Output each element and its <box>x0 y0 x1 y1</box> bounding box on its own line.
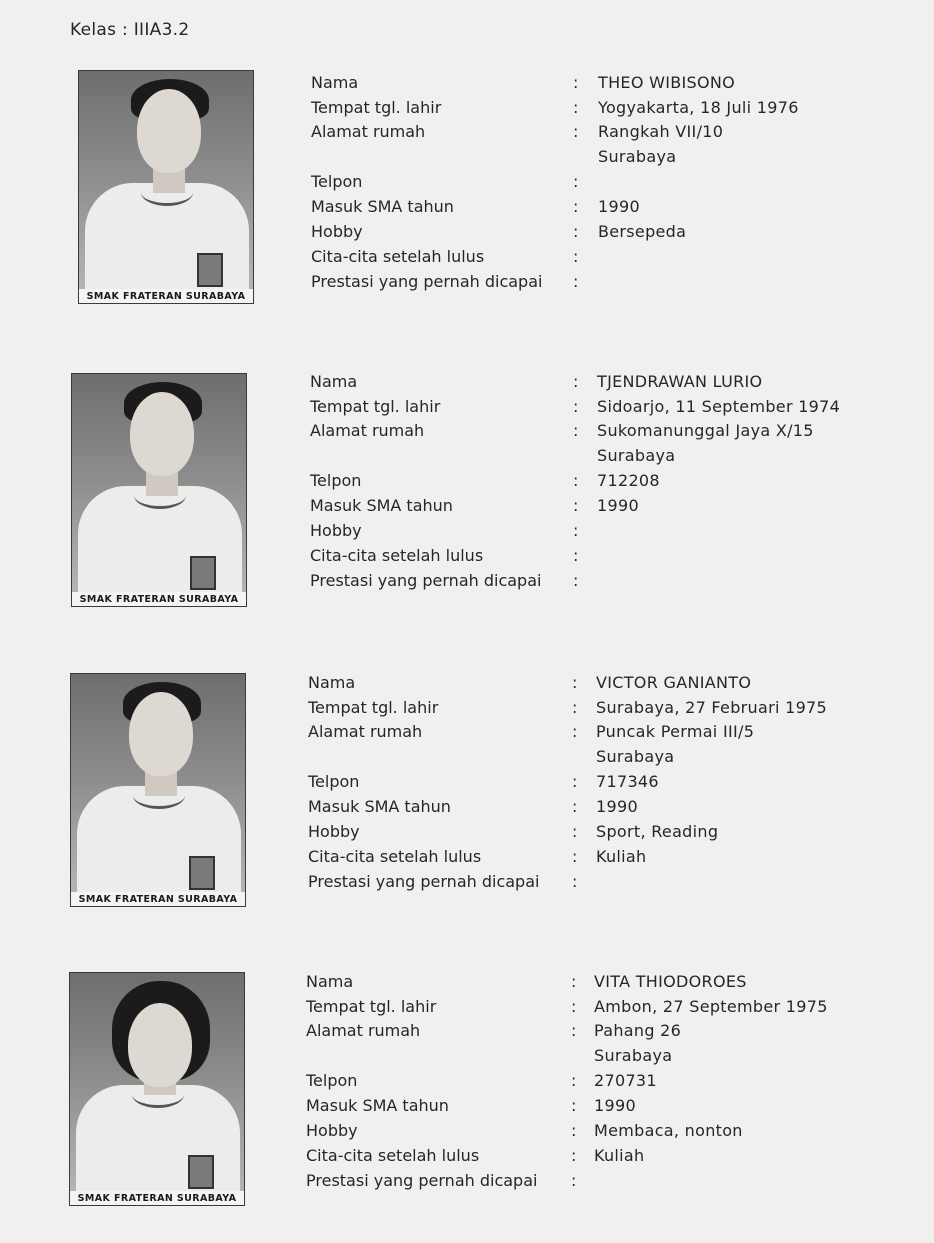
field-label-nama: Nama <box>308 673 356 692</box>
field-separator: : <box>573 122 579 141</box>
photo-collar <box>141 179 193 206</box>
field-label-telpon: Telpon <box>308 772 360 791</box>
field-separator: : <box>571 1171 577 1190</box>
field-separator: : <box>573 372 579 391</box>
field-separator: : <box>573 73 579 92</box>
field-separator: : <box>573 222 579 241</box>
field-separator: : <box>573 98 579 117</box>
field-label-prestasi: Prestasi yang pernah dicapai <box>311 272 543 291</box>
photo-collar <box>133 782 185 809</box>
student-photo <box>69 972 245 1206</box>
field-value-telpon: 270731 <box>594 1071 657 1090</box>
field-label-tempat-tgl-lahir: Tempat tgl. lahir <box>308 698 439 717</box>
field-label-masuk-sma-tahun: Masuk SMA tahun <box>306 1096 449 1115</box>
field-separator: : <box>573 546 579 565</box>
field-separator: : <box>571 972 577 991</box>
field-value-masuk-sma-tahun: 1990 <box>596 797 638 816</box>
field-value-telpon: 712208 <box>597 471 660 490</box>
field-value-tempat-tgl-lahir: Yogyakarta, 18 Juli 1976 <box>598 98 799 117</box>
field-label-tempat-tgl-lahir: Tempat tgl. lahir <box>306 997 437 1016</box>
photo-caption: SMAK FRATERAN SURABAYA <box>79 289 253 303</box>
field-label-alamat-rumah: Alamat rumah <box>310 421 425 440</box>
field-label-hobby: Hobby <box>311 222 363 241</box>
field-separator: : <box>571 997 577 1016</box>
field-separator: : <box>573 397 579 416</box>
field-separator: : <box>572 822 578 841</box>
photo-face <box>129 692 193 776</box>
field-separator: : <box>571 1146 577 1165</box>
field-label-prestasi: Prestasi yang pernah dicapai <box>310 571 542 590</box>
field-value-cita-cita: Kuliah <box>594 1146 645 1165</box>
field-value-nama: THEO WIBISONO <box>598 73 736 92</box>
field-separator: : <box>571 1121 577 1140</box>
field-separator: : <box>571 1096 577 1115</box>
student-photo <box>70 673 246 907</box>
field-separator: : <box>573 421 579 440</box>
field-value-alamat-line2: Surabaya <box>596 747 675 766</box>
field-separator: : <box>573 471 579 490</box>
photo-face <box>128 1003 192 1087</box>
field-value-nama: TJENDRAWAN LURIO <box>597 372 763 391</box>
field-separator: : <box>572 698 578 717</box>
field-separator: : <box>573 197 579 216</box>
field-separator: : <box>573 521 579 540</box>
field-value-telpon: 717346 <box>596 772 659 791</box>
field-label-prestasi: Prestasi yang pernah dicapai <box>308 872 540 891</box>
field-label-tempat-tgl-lahir: Tempat tgl. lahir <box>311 98 442 117</box>
field-value-masuk-sma-tahun: 1990 <box>597 496 639 515</box>
field-value-nama: VICTOR GANIANTO <box>596 673 752 692</box>
field-value-nama: VITA THIODOROES <box>594 972 747 991</box>
field-value-cita-cita: Kuliah <box>596 847 647 866</box>
field-value-hobby: Membaca, nonton <box>594 1121 743 1140</box>
field-label-telpon: Telpon <box>306 1071 358 1090</box>
field-value-alamat-line2: Surabaya <box>597 446 676 465</box>
field-separator: : <box>572 772 578 791</box>
field-separator: : <box>573 571 579 590</box>
field-label-cita-cita: Cita-cita setelah lulus <box>310 546 484 565</box>
field-separator: : <box>571 1071 577 1090</box>
field-label-cita-cita: Cita-cita setelah lulus <box>306 1146 480 1165</box>
field-value-alamat-line1: Sukomanunggal Jaya X/15 <box>597 421 814 440</box>
field-separator: : <box>572 797 578 816</box>
photo-collar <box>134 482 186 509</box>
school-badge-icon <box>197 253 223 287</box>
photo-caption: SMAK FRATERAN SURABAYA <box>72 592 246 606</box>
field-value-tempat-tgl-lahir: Surabaya, 27 Februari 1975 <box>596 698 828 717</box>
field-value-masuk-sma-tahun: 1990 <box>598 197 640 216</box>
field-label-hobby: Hobby <box>306 1121 358 1140</box>
field-separator: : <box>572 673 578 692</box>
field-label-alamat-rumah: Alamat rumah <box>306 1021 421 1040</box>
field-value-alamat-line1: Puncak Permai III/5 <box>596 722 755 741</box>
student-photo <box>71 373 247 607</box>
field-separator: : <box>573 496 579 515</box>
field-value-alamat-line1: Rangkah VII/10 <box>598 122 724 141</box>
school-badge-icon <box>188 1155 214 1189</box>
field-value-tempat-tgl-lahir: Sidoarjo, 11 September 1974 <box>597 397 841 416</box>
field-value-masuk-sma-tahun: 1990 <box>594 1096 636 1115</box>
field-value-tempat-tgl-lahir: Ambon, 27 September 1975 <box>594 997 828 1016</box>
field-value-hobby: Sport, Reading <box>596 822 719 841</box>
field-label-hobby: Hobby <box>310 521 362 540</box>
field-separator: : <box>573 172 579 191</box>
field-value-hobby: Bersepeda <box>598 222 687 241</box>
school-badge-icon <box>189 856 215 890</box>
class-label: Kelas : IIIA3.2 <box>70 20 190 40</box>
field-label-nama: Nama <box>306 972 354 991</box>
field-label-hobby: Hobby <box>308 822 360 841</box>
field-value-alamat-line2: Surabaya <box>594 1046 673 1065</box>
photo-face <box>137 89 201 173</box>
school-badge-icon <box>190 556 216 590</box>
field-label-masuk-sma-tahun: Masuk SMA tahun <box>310 496 453 515</box>
photo-face <box>130 392 194 476</box>
student-photo <box>78 70 254 304</box>
field-separator: : <box>572 847 578 866</box>
field-value-alamat-line2: Surabaya <box>598 147 677 166</box>
field-label-tempat-tgl-lahir: Tempat tgl. lahir <box>310 397 441 416</box>
field-label-masuk-sma-tahun: Masuk SMA tahun <box>308 797 451 816</box>
field-label-nama: Nama <box>311 73 359 92</box>
field-label-telpon: Telpon <box>311 172 363 191</box>
field-label-alamat-rumah: Alamat rumah <box>308 722 423 741</box>
field-label-cita-cita: Cita-cita setelah lulus <box>308 847 482 866</box>
field-label-cita-cita: Cita-cita setelah lulus <box>311 247 485 266</box>
field-label-prestasi: Prestasi yang pernah dicapai <box>306 1171 538 1190</box>
photo-caption: SMAK FRATERAN SURABAYA <box>70 1191 244 1205</box>
field-separator: : <box>572 872 578 891</box>
field-label-nama: Nama <box>310 372 358 391</box>
field-label-telpon: Telpon <box>310 471 362 490</box>
field-separator: : <box>573 247 579 266</box>
field-label-masuk-sma-tahun: Masuk SMA tahun <box>311 197 454 216</box>
field-separator: : <box>571 1021 577 1040</box>
field-separator: : <box>573 272 579 291</box>
field-separator: : <box>572 722 578 741</box>
field-label-alamat-rumah: Alamat rumah <box>311 122 426 141</box>
field-value-alamat-line1: Pahang 26 <box>594 1021 682 1040</box>
photo-caption: SMAK FRATERAN SURABAYA <box>71 892 245 906</box>
